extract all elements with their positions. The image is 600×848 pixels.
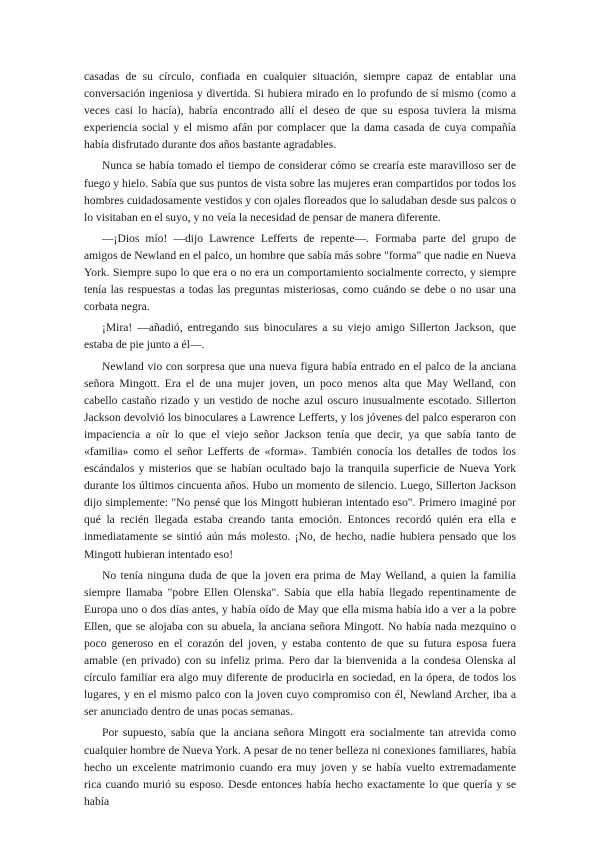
document-page [84,68,516,838]
paragraph-5: Newland vio con sorpresa que una nueva figura había entrado en el palco de la anciana señora Mingott. Era el de una mujer joven, un poco menos alta que May Welland, con cabello castaño rizado y un vestido de noche azul oscuro inusualmente escotado. Sillerton Jackson devolvió los binoculares a Lawrence Lefferts, y los jóvenes del palco esperaron con impaciencia a oír lo que el viejo señor Jackson tenía que decir, ya que sabía tanto de «familia» como el señor Lefferts de «forma». También conocía los detalles de todos los escándalos y misterios que se habían ocultado bajo la tranquila superficie de Nueva York durante los últimos cincuenta años. Hubo un momento de silencio. Luego, Sillerton Jackson dijo simplemente: "No pensé que los Mingott hubieran intentado eso". Primero imaginé por qué la recién llegada estaba creando tanta emoción. Entonces recordó quién era ella e inmediatamente se sintió aún más molesto. ¡No, de hecho, nadie hubiera pensado que los Mingott hubieran intentado eso! [84,359,516,561]
paragraph-6: No tenía ninguna duda de que la joven era prima de May Welland, a quien la familia siempre llamaba "pobre Ellen Olenska". Sabía que ella había llegado repentinamente de Europa uno o dos días antes, y había oído de May que ella misma había ido a ver a la pobre Ellen, que se alojaba con su abuela, la anciana señora Mingott. No había nada mezquino o poco generoso en el corazón del joven, y estaba contento de que su futura esposa fuera amable (en privado) con su infeliz prima. Pero dar la bienvenida a la condesa Olenska al círculo familiar era algo muy diferente de producirla en sociedad, en la ópera, de todos los lugares, y en el mismo palco con la joven cuyo compromiso con él, Newland Archer, iba a ser anunciado dentro de unas pocas semanas. [84,568,516,719]
paragraph-2: Nunca se había tomado el tiempo de considerar cómo se crearía este maravilloso ser de fuego y hielo. Sabía que sus puntos de vista sobre las mujeres eran compartidos por todos los hombres cuidadosamente vestidos y con ojales floreados que lo saludaban desde sus palcos o lo visitaban en el suyo, y no veía la necesidad de pensar de manera diferente. [84,159,516,224]
paragraph-7: Por supuesto, sabía que la anciana señora Mingott era socialmente tan atrevida como cualquier hombre de Nueva York. A pesar de no tener belleza ni conexiones familiares, había hecho un excelente matrimonio cuando era muy joven y se había vuelto extremadamente rica cuando murió su esposo. Desde entonces había hecho exactamente lo que quería y se había [84,726,516,808]
paragraph-1: casadas de su círculo, confiada en cualquier situación, siempre capaz de entablar una conversación ingeniosa y divertida. Si hubiera mirado en lo profundo de sí mismo (como a veces casi lo hacía), habría encontrado allí el deseo de que su esposa tuviera la misma experiencia social y el mismo afán por complacer que la dama casada de cuya compañía había disfrutado durante dos años bastante agradables. [84,70,516,152]
paragraph-4: ¡Mira! —añadió, entregando sus binoculares a su viejo amigo Sillerton Jackson, que estaba de pie junto a él—. [84,321,516,352]
paragraph-3: —¡Dios mío! —dijo Lawrence Lefferts de repente—. Formaba parte del grupo de amigos de Newland en el palco, un hombre que sabía más sobre "forma" que nadie en Nueva York. Siempre supo lo que era o no era un comportamiento socialmente correcto, y siempre tenía las respuestas a todas las preguntas misteriosas, como cuándo se debe o no usar una corbata negra. [84,231,516,314]
